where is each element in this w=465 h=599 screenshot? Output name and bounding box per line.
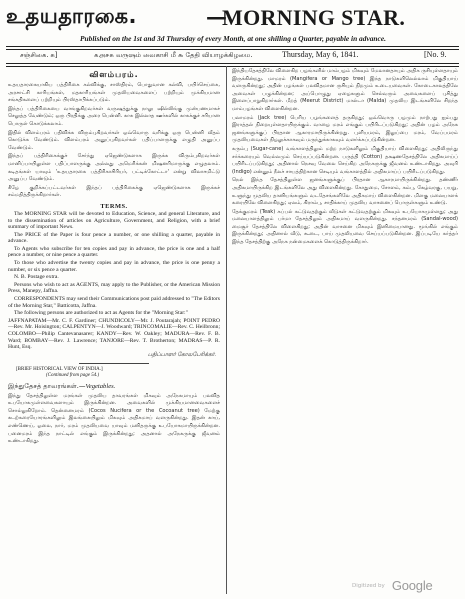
tamil-paragraph: இந்தப் பத்திரிகைக்குச் சேர்ந்து ஏஜெண்டுகளாக இருக்க விரும்புகிறவர்கள் மானிப்பாயிலுள்ள பதிப்பாளருக்கு அல்லது அமெரிக்கன் மிஷனரிமாருக்கு எழுதலாம். கடிதங்கள் யாவும் 'உதயதாரகை பத்திரிகாசிரியர், பட்டிக்கோட்டா' என்று விலாசமிட்டு அனுப்ப வேண்டும். <box>8 153 220 183</box>
date-english: Thursday, May 6, 1841. <box>282 50 359 59</box>
article-paragraph: தேக்குமரம் (Teak) கப்பல் கட்டுவதற்கும் வீடுகள் கட்டுவதற்கும் மிகவும் உபயோகமுள்ளது; அது மலையாளத்திலும் பர்மா தேசத்திலும் அதிகமாய் வளருகின்றது. சந்தனமரம் (Sandal-wood) மைசூர் தேசத்திலே விளைகிறது; அதின் வாசனை மிகவும் இனிமையானது. மூங்கில் எங்கும் இருக்கின்றது; அதினால் வீடு, கூடை, பாய் முதலியவை செய்யப்படுகின்றன. இப்படியே கர்த்தர் இந்த தேசத்திற்கு அநேக நன்மைகளைக் கொடுத்திருக்கிறார். <box>232 208 458 246</box>
terms-heading: TERMS. <box>100 202 128 210</box>
volume-tamil: சஞ்சிகை. க] <box>20 51 58 59</box>
article-paragraph: பலாமரம் (Jack tree) பெரிய பழங்களைத் தருகிறது; ஒவ்வொரு பழமும் நாற்பது ஐம்பது இராத்தல் நிறையுள்ளதாயிருக்கும். வாழை மரம் எங்கும் பயிரிடப்படுகிறது; அதின் பழம் அநேக ஜனங்களுக்குப் பிரதான ஆகாரமாயிருக்கின்றது. புளியமரம், இலுப்பை மரம், வேப்பமரம் முதலியவைகள் நிழலுக்காகவும் மருந்துக்காகவும் வளர்க்கப்படுகின்றன. <box>232 114 458 144</box>
brief-history-title: [BRIEF HISTORICAL VIEW OF INDIA.] <box>16 366 103 372</box>
left-column <box>8 70 220 594</box>
vegetables-heading <box>8 382 220 391</box>
vegetables-paragraph: இந்து தேசத்திலுள்ள மரங்கள் முதலிய தாவரங்கள் மிகவும் அநேகமாயும் பலவித உபயோகமுள்ளவைகளாயும் இருக்கின்றன. அவைகளில் முக்கியமானவைகளைச் சொல்லுகிறோம். தென்னைமரம் (Cocos Nucifera or the Cocoanut tree) மேற்கு கடற்கரையோரங்களிலும் இலங்கையிலும் மிகவும் அதிகமாய் வளருகின்றது. இதன் காய், எண்ணெய், ஓலை, நார், மரம் முதலியவை யாவும் மனிதருக்கு உபயோகமாயிருக்கின்றன. பனைமரம் இந்த நாட்டில் எங்கும் இருக்கின்றது; அதனால் அநேகருக்கு ஜீவனம் உண்டாகிறது. <box>8 392 220 445</box>
terms-paragraph: The following persons are authorized to act as Agents for the "Morning Star:" <box>14 310 188 317</box>
dateline-rule <box>6 63 459 67</box>
right-column <box>232 68 458 598</box>
terms-paragraph: Persons who wish to act as AGENTS, may apply to the Publisher, or the American Mission Press, Manepy, Jaffna. <box>8 281 220 295</box>
section-rule <box>79 363 149 364</box>
issue-number: [No. 9. <box>424 50 447 59</box>
article-paragraph: கரும்பு (Sugar-cane) வங்காளத்திலும் மற்ற நாடுகளிலும் மிகுதியாய் விளைகிறது; அதிலிருந்து சர்க்கரையும் வெல்லமும் செய்யப்படுகின்றன. பருத்தி (Cotton) தக்ஷணதேசத்திலே அதிகமாய்ப் பயிரிடப்படுகிறது; அதினால் நெசவு வேலை செய்கிற அநேகருக்கு ஜீவனம் உண்டாகிறது. அவுரி (Indigo) என்னும் நீலச் சாயத்திற்கான செடியும் வங்காளத்தில் அதிகமாய்ப் பயிரிடப்படுகிறது. <box>232 145 458 175</box>
tamil-paragraph: கீழே குறிக்கப்பட்டவர்கள் இந்தப் பத்திரிகைக்கு ஏஜெண்டுகளாக இருக்கச் சம்மதித்திருக்கிறார்கள். <box>8 184 220 199</box>
watermark-prefix: Digitized by <box>352 582 385 589</box>
terms-paragraph: CORRESPONDENTS may send their Communications post paid addressed to "The Editors of the Morning Star," Batticotta, Jaffna. <box>8 296 220 309</box>
publisher-signature: பதிப்பாளர் கோலபேரிக்கர். <box>147 351 216 358</box>
terms-paragraph: To those who advertise the twenty copies and pay in advance, the price is one penny a number, or six pence a quarter. <box>8 260 220 273</box>
brief-history-box <box>8 367 220 380</box>
brief-history-continued: (Continued from page 54.) <box>46 373 100 379</box>
google-logo: Google <box>391 578 433 593</box>
advertisement-heading: விளம்பரம். <box>89 70 139 79</box>
masthead-dash: — <box>206 4 227 29</box>
digitized-watermark <box>352 575 433 594</box>
masthead <box>6 4 459 30</box>
tamil-paragraph: இதில் விளம்பரம் பதிவிக்க விரும்புகிறவர்கள் ஒவ்வொரு வரிக்கு ஒரு பென்னி வீதம் கொடுக்க வேண்டும். விளம்பரம் அனுப்புகிறவர்கள் பதிப்பாளருக்கு எழுதி அனுப்ப வேண்டும். <box>8 129 220 151</box>
dateline <box>6 50 459 62</box>
masthead-english-title: MORNING STAR. <box>222 5 406 30</box>
masthead-tamil-title: உதயதாரகை. <box>6 4 138 28</box>
vegetables-heading-tamil: இந்துதேசத் தாவரங்கள்.— <box>8 381 86 390</box>
article-paragraph: நெல் இந்த தேசத்திலுள்ள ஜனங்களுக்குப் பிரதான ஆகாரமாயிருக்கின்றது. தண்ணீர் அதிகமாயிருக்கிற இடங்களிலே அது விளைகின்றது. கோதுமை, சோளம், கம்பு, கேழ்வரகு, பயறு, உளுந்து முதலிய தானியங்களும் வடதேசங்களிலே அதிகமாய் விளைகின்றன. மிளகு மலையாளக் கரையிலே விளைகிறது; ஏலம், கிராம்பு, சாதிக்காய் முதலிய வாசனைப் பொருள்களும் உண்டு. <box>232 177 458 207</box>
tamil-paragraph: இந்தப் பத்திரிகையை வாங்குகிறவர்கள் வருஷத்துக்கு நாலு ஷில்லிங்கு முன்பணமாகச் செலுத்த வேண்டும்; ஒரு பிரதிக்கு அரை பென்னி. காசு இல்லாத ஊர்களில் காசுக்குச் சரியான பொருள் கொடுக்கலாம். <box>8 105 220 127</box>
terms-paragraph: The PRICE of the Paper is four pence a number, or one shilling a quarter, payable in advance. <box>8 231 220 245</box>
article-paragraph: இந்தியதேசத்திலே விளைகிற பழங்களில் மாம்பழம் மிகவும் மேலானதாயும் அதிக ருசியுள்ளதாயும் இருக்கின்றது. மாமரம் (Mangifera or Mango tree) இந்த நாடுகளிலெல்லாம் மிகுதியாய் வளருகின்றது; அதின் பழங்கள் பலவிதமான ருசியும் நிறமும் உடையவைகள். கோடைகாலத்திலே அவைகள் பழுக்கின்றன; அப்பொழுது ஏழைகளும் செல்வரும் அவைகளைப் புசித்து இளைப்பாறுகிறார்கள். மீறத் (Meerut District) மால்டா (Malda) முதலிய இடங்களிலே சிறந்த மாம்பழங்கள் விளைகின்றன. <box>232 68 458 112</box>
publication-note: Published on the 1st and 3d Thursday of every Month, at one shilling a Quarter, payable in advance. <box>80 34 386 43</box>
vegetables-heading-english: Vegetables. <box>85 382 116 390</box>
tamil-paragraph: உதயதாரகையாகிய பத்திரிகை கல்விக்கு, சாஸ்திரம், பொதுவான கல்வி, பயிர்செய்கை, அரசாட்சி காரியங்கள், மதகாரியங்கள் முதலியவைகளைப் பற்றியும் முக்கியமான சங்கதிகளைப் பற்றியும் பிரஸ்தாபிக்கப்படும். <box>8 82 220 104</box>
terms-paragraph: The MORNING STAR will be devoted to Education, Science, and general Literature, and to the dissemination of articles on Agriculture, Government, and Religion, with a brief summary of important News. <box>8 210 220 231</box>
column-divider <box>226 66 227 594</box>
terms-paragraph: N. B. Postage extra. <box>14 274 59 281</box>
terms-paragraph: To Agents who subscribe for ten copies and pay in advance, the price is one and a half pence a number, or nine pence a quarter. <box>8 245 220 259</box>
date-tamil: ௧௮௪௧ வருஷம் வைகாசி மீ ௬ தேதி வியாழக்கிழமை. <box>94 51 253 59</box>
agents-list: JAFFNAPATAM—Mr. C. F. Gardiner; CHUNDICOLY—Mr. J. Poutarajah; POINT PEDRO—Rev. Mr. Hoisington; CALPENTYN—J. Woodward; TRINCOMALIE—Rev. C. Heilbronn; COLOMBO—Philip Cantevanasarer; KANDY—Rev. W. Oakley; MADURA—Rev. F. B. Ward; BOMBAY—Rev. J. Lawrence; TANJORE—Rev. T. Brotherton; MADRAS—P. R. Hunt, Esq. <box>8 317 220 351</box>
